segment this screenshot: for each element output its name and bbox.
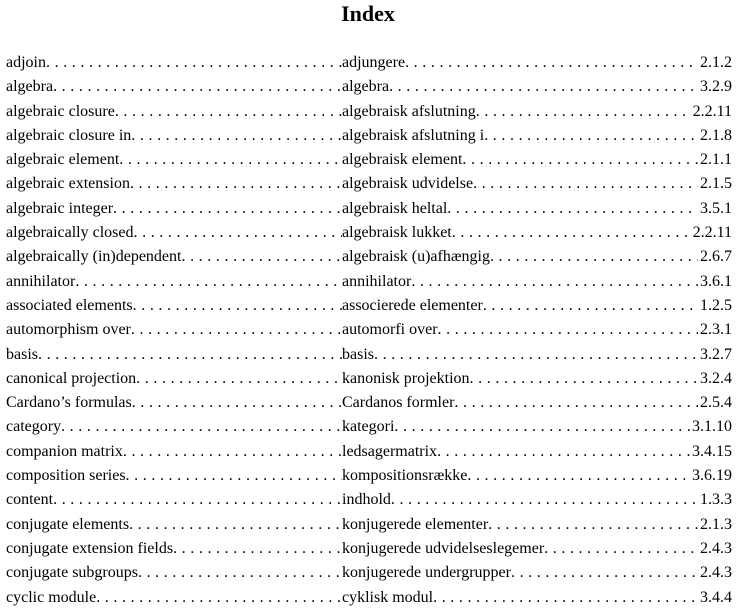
- section-reference: 3.6.19: [692, 467, 732, 485]
- dot-leader: [126, 464, 342, 488]
- dot-leader: [454, 391, 698, 415]
- index-entry: [6, 318, 732, 342]
- danish-term-cell: [342, 148, 732, 172]
- dot-leader: [119, 148, 342, 172]
- dot-leader: [133, 294, 342, 318]
- english-term-cell: [6, 343, 342, 367]
- dot-leader: [438, 318, 698, 342]
- dot-leader: [113, 197, 342, 221]
- index-entry: [6, 51, 732, 75]
- index-entry: [6, 172, 732, 196]
- dot-leader: [38, 343, 342, 367]
- index-entry: [6, 537, 732, 561]
- english-term-cell: [6, 100, 342, 124]
- dot-leader: [462, 148, 698, 172]
- danish-term-cell: [342, 221, 732, 245]
- section-reference: 3.4.15: [692, 442, 732, 460]
- index-entry: [6, 415, 732, 439]
- english-term-cell: [6, 537, 342, 561]
- danish-term: konjugerede undergrupper: [342, 564, 511, 582]
- dot-leader: [544, 537, 698, 561]
- english-term: associated elements: [6, 296, 133, 314]
- index-entry: [6, 148, 732, 172]
- english-term-cell: [6, 561, 342, 585]
- dot-leader: [374, 343, 698, 367]
- english-term: canonical projection: [6, 369, 137, 387]
- english-term-cell: [6, 464, 342, 488]
- dot-leader: [96, 586, 342, 610]
- dot-leader: [488, 513, 698, 537]
- dot-leader: [53, 75, 342, 99]
- index-entry: [6, 464, 732, 488]
- section-reference: 2.3.1: [700, 321, 732, 339]
- section-reference: 2.1.8: [700, 126, 732, 144]
- danish-term: Cardanos formler: [342, 394, 455, 412]
- danish-term-cell: [342, 513, 732, 537]
- english-term-cell: [6, 415, 342, 439]
- index-entry: [6, 124, 732, 148]
- dot-leader: [61, 415, 342, 439]
- danish-term-cell: [342, 270, 732, 294]
- english-term: Cardano’s formulas: [6, 394, 132, 412]
- danish-term-cell: [342, 343, 732, 367]
- dot-leader: [46, 51, 342, 75]
- index-entry: [6, 488, 732, 512]
- english-term-cell: [6, 270, 342, 294]
- danish-term: algebraisk element: [342, 151, 463, 169]
- english-term: content: [6, 491, 54, 509]
- danish-term: konjugerede udvidelseslegemer: [342, 539, 545, 557]
- dot-leader: [484, 124, 698, 148]
- dot-leader: [433, 586, 698, 610]
- english-term-cell: [6, 586, 342, 610]
- english-term-cell: [6, 124, 342, 148]
- dot-leader: [136, 367, 342, 391]
- index-entry: [6, 100, 732, 124]
- danish-term-cell: [342, 172, 732, 196]
- section-reference: 3.2.9: [700, 78, 732, 96]
- english-term: companion matrix: [6, 442, 123, 460]
- section-reference: 2.5.4: [700, 394, 732, 412]
- index-entry: [6, 294, 732, 318]
- dot-leader: [391, 488, 698, 512]
- danish-term-cell: [342, 245, 732, 269]
- dot-leader: [173, 537, 342, 561]
- english-term: algebraic integer: [6, 199, 114, 217]
- danish-term: konjugerede elementer: [342, 515, 489, 533]
- index-list: [6, 51, 732, 610]
- danish-term-cell: [342, 415, 732, 439]
- danish-term: kategori: [342, 418, 395, 436]
- english-term-cell: [6, 197, 342, 221]
- dot-leader: [470, 367, 698, 391]
- danish-term-cell: [342, 124, 732, 148]
- danish-term: algebraisk udvidelse: [342, 175, 474, 193]
- english-term: cyclic module: [6, 588, 97, 606]
- english-term: algebra: [6, 78, 54, 96]
- dot-leader: [138, 561, 342, 585]
- danish-term-cell: [342, 294, 732, 318]
- english-term: annihilator: [6, 272, 76, 290]
- english-term: conjugate extension fields: [6, 539, 174, 557]
- danish-term: algebraisk lukket: [342, 224, 452, 242]
- danish-term: basis: [342, 345, 374, 363]
- section-reference: 2.1.2: [700, 54, 732, 71]
- section-reference: 3.2.7: [700, 345, 732, 363]
- english-term: adjoin: [6, 54, 46, 71]
- section-reference: 2.4.3: [700, 564, 732, 582]
- english-term: algebraically (in)dependent: [6, 248, 182, 266]
- danish-term-cell: [342, 586, 732, 610]
- english-term-cell: [6, 172, 342, 196]
- dot-leader: [131, 318, 342, 342]
- english-term-cell: [6, 488, 342, 512]
- danish-term-cell: [342, 391, 732, 415]
- index-entry: [6, 343, 732, 367]
- english-term: conjugate subgroups: [6, 564, 138, 582]
- dot-leader: [75, 270, 342, 294]
- danish-term: kanonisk projektion: [342, 369, 470, 387]
- danish-term-cell: [342, 440, 732, 464]
- section-reference: 1.2.5: [700, 296, 732, 314]
- english-term-cell: [6, 245, 342, 269]
- dot-leader: [53, 488, 342, 512]
- english-term: automorphism over: [6, 321, 131, 339]
- english-term-cell: [6, 440, 342, 464]
- index-entry: [6, 367, 732, 391]
- danish-term-cell: [342, 100, 732, 124]
- dot-leader: [511, 561, 698, 585]
- danish-term-cell: [342, 561, 732, 585]
- english-term-cell: [6, 513, 342, 537]
- section-reference: 2.1.1: [700, 151, 732, 169]
- section-reference: 3.5.1: [700, 199, 732, 217]
- english-term-cell: [6, 367, 342, 391]
- english-term: composition series: [6, 467, 126, 485]
- index-entry: [6, 513, 732, 537]
- dot-leader: [181, 245, 342, 269]
- dot-leader: [473, 172, 698, 196]
- english-term-cell: [6, 148, 342, 172]
- dot-leader: [467, 464, 690, 488]
- english-term: basis: [6, 345, 38, 363]
- english-term: conjugate elements: [6, 515, 130, 533]
- index-entry: [6, 75, 732, 99]
- danish-term-cell: [342, 367, 732, 391]
- index-entry: [6, 586, 732, 610]
- danish-term: algebraisk (u)afhængig: [342, 248, 490, 266]
- dot-leader: [129, 513, 342, 537]
- section-reference: 2.4.3: [700, 539, 732, 557]
- danish-term: algebraisk heltal: [342, 199, 448, 217]
- english-term: algebraic closure in: [6, 126, 132, 144]
- danish-term: algebra: [342, 78, 390, 96]
- dot-leader: [437, 440, 690, 464]
- section-reference: 3.6.1: [700, 272, 732, 290]
- dot-leader: [389, 75, 698, 99]
- english-term-cell: [6, 318, 342, 342]
- index-entry: [6, 440, 732, 464]
- danish-term: cyklisk modul: [342, 588, 434, 606]
- index-entry: [6, 197, 732, 221]
- index-entry: [6, 561, 732, 585]
- danish-term-cell: [342, 537, 732, 561]
- section-reference: 2.1.5: [700, 175, 732, 193]
- danish-term: algebraisk afslutning: [342, 102, 476, 120]
- section-reference: 2.1.3: [700, 515, 732, 533]
- index-entry: [6, 221, 732, 245]
- dot-leader: [405, 51, 698, 75]
- danish-term-cell: [342, 488, 732, 512]
- english-term: algebraic closure: [6, 102, 115, 120]
- english-term: algebraically closed: [6, 224, 134, 242]
- english-term: algebraic extension: [6, 175, 130, 193]
- dot-leader: [476, 100, 691, 124]
- danish-term: adjungere: [342, 54, 406, 71]
- danish-term-cell: [342, 318, 732, 342]
- danish-term-cell: [342, 75, 732, 99]
- english-term: algebraic element: [6, 151, 120, 169]
- dot-leader: [115, 100, 342, 124]
- danish-term-cell: [342, 464, 732, 488]
- english-term-cell: [6, 391, 342, 415]
- danish-term: annihilator: [342, 272, 412, 290]
- section-reference: 3.1.10: [692, 418, 732, 436]
- dot-leader: [490, 245, 698, 269]
- danish-term: algebraisk afslutning i: [342, 126, 485, 144]
- section-reference: 3.2.4: [700, 369, 732, 387]
- dot-leader: [123, 440, 342, 464]
- dot-leader: [394, 415, 690, 439]
- dot-leader: [452, 221, 691, 245]
- section-reference: 1.3.3: [700, 491, 732, 509]
- dot-leader: [134, 221, 343, 245]
- english-term-cell: [6, 294, 342, 318]
- english-term-cell: [6, 75, 342, 99]
- page-title: Index: [341, 1, 395, 26]
- dot-leader: [132, 391, 342, 415]
- danish-term: ledsagermatrix: [342, 442, 438, 460]
- english-term: category: [6, 418, 62, 436]
- index-entry: [6, 391, 732, 415]
- english-term-cell: [6, 51, 342, 75]
- dot-leader: [447, 197, 698, 221]
- english-term-cell: [6, 221, 342, 245]
- section-reference: 2.2.11: [692, 224, 732, 242]
- dot-leader: [411, 270, 698, 294]
- index-entry: [6, 245, 732, 269]
- danish-term: kompositionsrække: [342, 467, 468, 485]
- index-entry: [6, 270, 732, 294]
- danish-term: associerede elementer: [342, 296, 483, 314]
- dot-leader: [131, 124, 342, 148]
- section-reference: 2.6.7: [700, 248, 732, 266]
- dot-leader: [483, 294, 698, 318]
- danish-term-cell: [342, 51, 732, 75]
- section-reference: 2.2.11: [692, 102, 732, 120]
- section-reference: 3.4.4: [700, 588, 732, 606]
- dot-leader: [130, 172, 342, 196]
- danish-term: automorfi over: [342, 321, 438, 339]
- danish-term: indhold: [342, 491, 391, 509]
- danish-term-cell: [342, 197, 732, 221]
